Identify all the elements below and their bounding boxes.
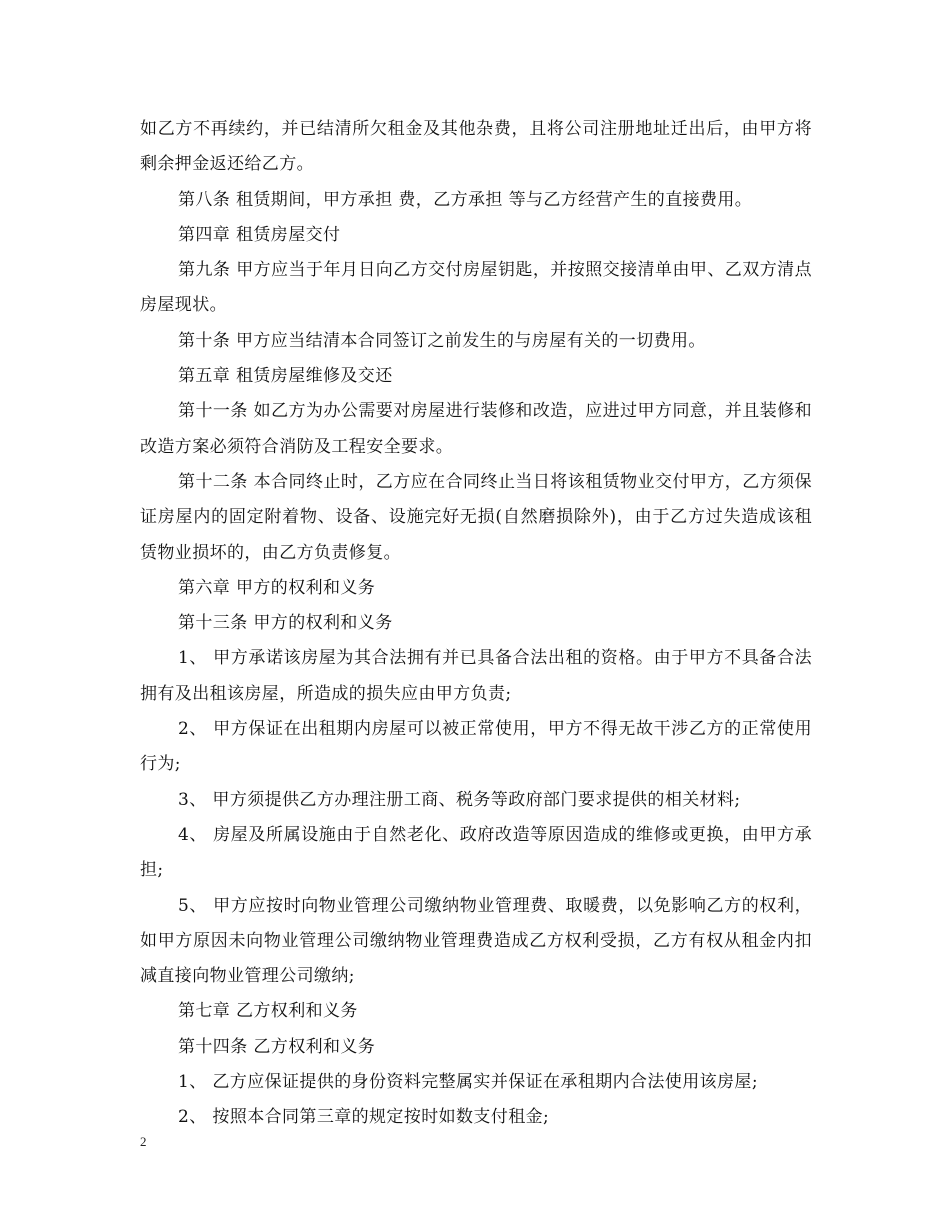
- article-13: 第十三条 甲方的权利和义务: [178, 613, 393, 634]
- page-number: 2: [140, 1134, 147, 1149]
- article-13-item-5: 5、 甲方应按时向物业管理公司缴纳物业管理费、取暖费，以免影响乙方的权利，如甲方原因未向物业管理公司缴纳物业管理费造成乙方权利受损，乙方有权从租金内扣减直接向物业管理公司缴纳;: [140, 895, 812, 987]
- contract-body: [140, 112, 812, 1136]
- article-10: 第十条 甲方应当结清本合同签订之前发生的与房屋有关的一切费用。: [178, 330, 706, 351]
- article-11: 第十一条 如乙方为办公需要对房屋进行装修和改造，应进过甲方同意，并且装修和改造方案必须符合消防及工程安全要求。: [140, 401, 812, 457]
- article-13-item-1: 1、 甲方承诺该房屋为其合法拥有并已具备合法出租的资格。由于甲方不具备合法拥有及出租该房屋，所造成的损失应由甲方负责;: [140, 648, 812, 704]
- chapter-5-heading: 第五章 租赁房屋维修及交还: [178, 366, 393, 387]
- article-14: 第十四条 乙方权利和义务: [178, 1036, 376, 1057]
- article-9: 第九条 甲方应当于年月日向乙方交付房屋钥匙，并按照交接清单由甲、乙双方清点房屋现状。: [140, 260, 812, 316]
- paragraph-continuation: 如乙方不再续约，并已结清所欠租金及其他杂费，且将公司注册地址迁出后，由甲方将剩余押金返还给乙方。: [140, 119, 812, 175]
- article-13-item-3: 3、 甲方须提供乙方办理注册工商、税务等政府部门要求提供的相关材料;: [178, 789, 741, 810]
- article-8: 第八条 租赁期间，甲方承担 费，乙方承担 等与乙方经营产生的直接费用。: [178, 189, 753, 210]
- article-13-item-4: 4、 房屋及所属设施由于自然老化、政府改造等原因造成的维修或更换，由甲方承担;: [140, 824, 812, 881]
- chapter-7-heading: 第七章 乙方权利和义务: [178, 1001, 358, 1022]
- article-12: 第十二条 本合同终止时，乙方应在合同终止当日将该租赁物业交付甲方，乙方须保证房屋内的固定附着物、设备、设施完好无损(自然磨损除外)，由于乙方过失造成该租赁物业损坏的，由乙方负责修复。: [140, 471, 812, 563]
- article-13-item-2: 2、 甲方保证在出租期内房屋可以被正常使用，甲方不得无故干涉乙方的正常使用行为;: [140, 719, 812, 775]
- article-14-item-1: 1、 乙方应保证提供的身份资料完整属实并保证在承租期内合法使用该房屋;: [178, 1072, 758, 1093]
- chapter-6-heading: 第六章 甲方的权利和义务: [178, 577, 376, 598]
- article-14-item-2: 2、 按照本合同第三章的规定按时如数支付租金;: [178, 1107, 550, 1128]
- chapter-4-heading: 第四章 租赁房屋交付: [178, 224, 341, 245]
